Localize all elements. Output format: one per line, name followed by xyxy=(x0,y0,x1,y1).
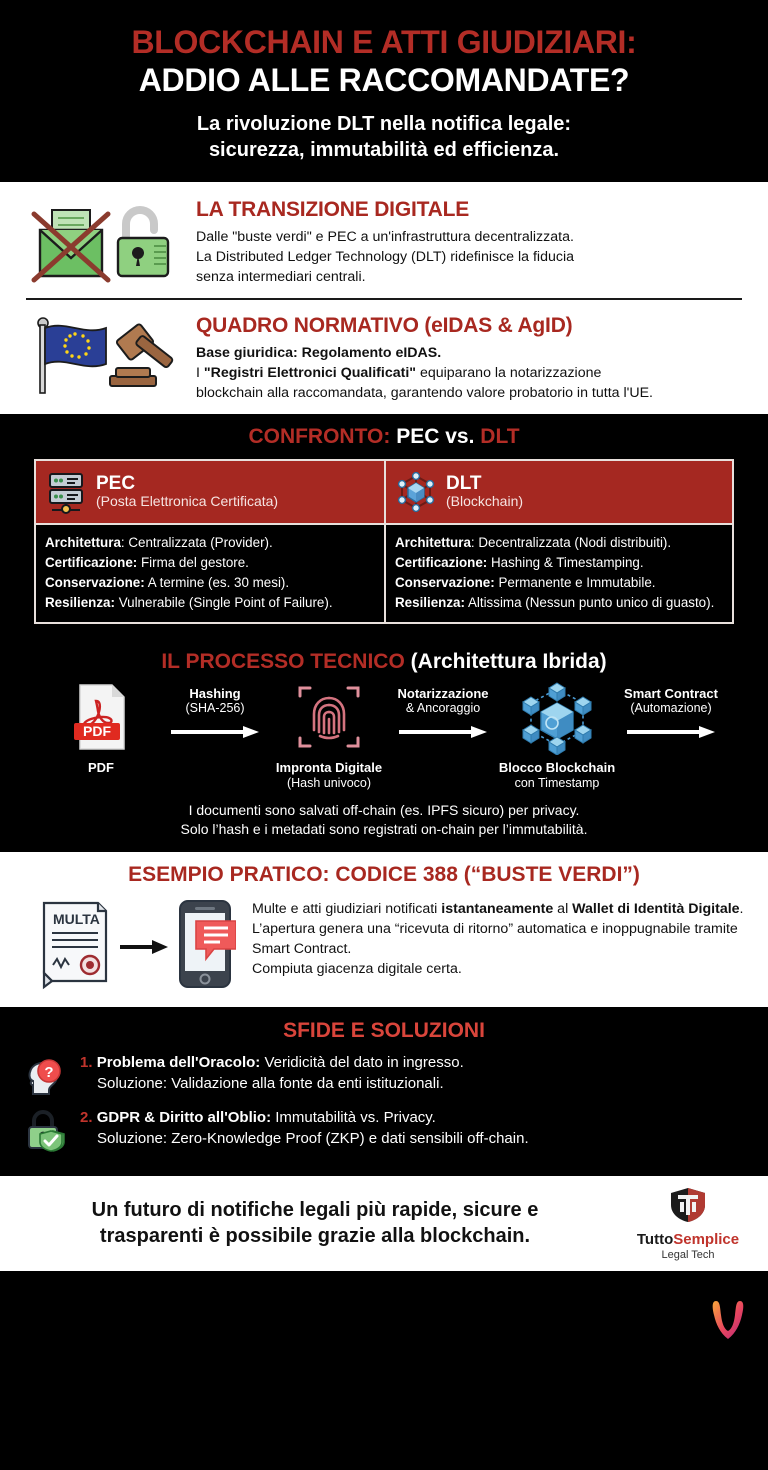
challenges-section xyxy=(0,1007,768,1176)
comparison-dlt-name: DLT xyxy=(446,472,482,494)
arrow-right-icon xyxy=(397,725,489,739)
arrow-label: Smart Contract xyxy=(624,685,718,701)
row-value: Vulnerabile (Single Point of Failure). xyxy=(114,594,333,610)
row-label: Architettura xyxy=(395,534,471,550)
fingerprint-icon xyxy=(270,680,388,754)
challenge-number: 1. xyxy=(80,1053,93,1071)
table-row xyxy=(45,553,375,573)
quadro-icons xyxy=(22,312,182,398)
example-p1-mid: al xyxy=(553,900,573,917)
table-row xyxy=(45,593,375,613)
transizione-block xyxy=(22,196,746,287)
transizione-heading: LA TRANSIZIONE DIGITALE xyxy=(196,197,470,221)
row-value: A termine (es. 30 mesi). xyxy=(144,574,290,590)
arrow-right-icon xyxy=(169,725,261,739)
process-title xyxy=(0,650,768,674)
row-label: Architettura xyxy=(45,534,121,550)
comparison-header-pec xyxy=(36,461,384,525)
brand-name-part2: Semplice xyxy=(673,1230,740,1248)
arrow-right-icon xyxy=(120,940,168,954)
process-arrow-notarizzazione xyxy=(388,680,498,744)
arrow-label: Notarizzazione xyxy=(397,685,489,701)
row-value: : Centralizzata (Provider). xyxy=(120,534,273,550)
brand-logo xyxy=(624,1186,752,1261)
multa-document-icon xyxy=(44,903,106,987)
example-title: ESEMPIO PRATICO: CODICE 388 (“BUSTE VERDI”) xyxy=(128,862,640,886)
header xyxy=(0,0,768,182)
pdf-file-icon xyxy=(42,680,160,754)
quadro-heading: QUADRO NORMATIVO (eIDAS & AgID) xyxy=(196,314,573,338)
crossed-envelope-icon xyxy=(34,210,108,280)
transizione-line1: Dalle "buste verdi" e PEC a un'infrastruttura decentralizzata. xyxy=(196,228,574,245)
transizione-icons xyxy=(22,196,182,286)
comparison-title xyxy=(0,425,768,449)
lock-shield-icon xyxy=(20,1107,70,1153)
page-subtitle-line1: La rivoluzione DLT nella notifica legale: xyxy=(196,113,572,136)
example-p1-bold1: istantaneamente xyxy=(441,900,554,917)
comparison-title-pec: PEC xyxy=(396,424,440,448)
page-title-line1: BLOCKCHAIN E ATTI GIUDIZIARI: xyxy=(131,24,637,60)
shield-logo-icon xyxy=(668,1186,708,1224)
example-p1-post: . xyxy=(739,900,744,917)
comparison-column-dlt xyxy=(384,461,732,622)
svg-text:MULTA: MULTA xyxy=(53,910,100,927)
arrow-sub: (Automazione) xyxy=(630,701,712,716)
table-row xyxy=(395,573,723,593)
process-node-label: Blocco Blockchain xyxy=(498,759,616,775)
challenge-title: Problema dell'Oracolo: xyxy=(96,1053,261,1071)
example-p1-pre: Multe e atti giudiziari notificati xyxy=(252,900,442,917)
bottom-bar xyxy=(0,1271,768,1379)
process-node-sub: con Timestamp xyxy=(514,775,600,790)
process-section xyxy=(0,638,768,852)
challenge-desc: Veridicità del dato in ingresso. xyxy=(260,1053,464,1071)
comparison-section xyxy=(0,414,768,638)
footer-line1: Un futuro di notifiche legali più rapide, sicure e xyxy=(91,1199,539,1222)
process-note-line2: Solo l’hash e i metadati sono registrati on-chain per l’immutabilità. xyxy=(180,821,588,838)
row-label: Conservazione: xyxy=(45,574,145,590)
transizione-line3: senza intermediari centrali. xyxy=(196,268,366,285)
comparison-body-dlt xyxy=(386,525,732,622)
process-node-label: PDF xyxy=(88,759,114,775)
comparison-header-dlt xyxy=(386,461,732,525)
challenge-number: 2. xyxy=(80,1108,93,1126)
page-title-line2: ADDIO ALLE RACCOMANDATE? xyxy=(138,61,630,98)
multa-arrow-phone-icons xyxy=(24,895,236,995)
table-row xyxy=(45,573,375,593)
list-item xyxy=(20,1107,748,1153)
arrow-label: Hashing xyxy=(189,685,241,701)
server-rack-icon xyxy=(46,470,86,514)
row-label: Certificazione: xyxy=(45,554,138,570)
process-node-pdf xyxy=(42,680,160,776)
process-node-sub: (Hash univoco) xyxy=(286,775,372,790)
page-subtitle-line2: sicurezza, immutabilità ed efficienza. xyxy=(208,139,560,162)
row-value: Hashing & Timestamping. xyxy=(487,554,644,570)
head-question-icon xyxy=(20,1052,70,1098)
blockchain-cube-icon xyxy=(498,680,616,754)
comparison-body-pec xyxy=(36,525,384,622)
intro-section xyxy=(0,182,768,414)
row-label: Certificazione: xyxy=(395,554,488,570)
brand-name-part1: Tutto xyxy=(636,1230,674,1248)
blockchain-network-icon xyxy=(396,470,436,514)
comparison-pec-name: PEC xyxy=(96,472,136,494)
example-paragraph-2: L’apertura genera una “ricevuta di ritorno” automatica e inoppugnabile tramite Smart Contract. xyxy=(252,920,738,958)
example-paragraph-3: Compiuta giacenza digitale certa. xyxy=(252,961,462,978)
crossed-envelope-and-padlock-icons xyxy=(26,200,178,286)
process-note-line1: I documenti sono salvati off-chain (es. IPFS sicuro) per privacy. xyxy=(188,801,580,818)
eu-flag-and-gavel-icons xyxy=(26,316,178,398)
list-item xyxy=(20,1052,748,1098)
quadro-line3: blockchain alla raccomandata, garantendo valore probatorio in tutta l'UE. xyxy=(196,385,653,402)
comparison-table xyxy=(34,459,734,624)
quadro-line2-bold: "Registri Elettronici Qualificati" xyxy=(203,365,417,382)
arrow-sub: (SHA-256) xyxy=(185,701,245,716)
process-note xyxy=(0,801,768,840)
process-arrow-smartcontract xyxy=(616,680,726,744)
quadro-line2-post: equiparano la notarizzazione xyxy=(416,365,602,382)
row-value: : Decentralizzata (Nodi distribuiti). xyxy=(470,534,672,550)
eu-flag-icon xyxy=(38,318,106,393)
row-value: Altissima (Nessun punto unico di guasto). xyxy=(464,594,715,610)
u-brand-mark-icon xyxy=(710,1297,746,1350)
process-node-block xyxy=(498,680,616,791)
comparison-column-pec xyxy=(36,461,384,622)
row-label: Conservazione: xyxy=(395,574,495,590)
smartphone-notification-icon xyxy=(180,901,236,987)
process-title-white: (Architettura Ibrida) xyxy=(410,649,607,673)
comparison-title-dlt: DLT xyxy=(480,424,520,448)
footer-section xyxy=(0,1176,768,1271)
arrow-right-icon xyxy=(625,725,717,739)
challenge-title: GDPR & Diritto all'Oblio: xyxy=(96,1108,272,1126)
transizione-line2: La Distributed Ledger Technology (DLT) ridefinisce la fiducia xyxy=(196,248,575,265)
example-section xyxy=(0,852,768,1007)
gavel-icon xyxy=(110,323,173,386)
challenge-solution: Soluzione: Validazione alla fonte da enti istituzionali. xyxy=(97,1074,444,1092)
table-row xyxy=(45,533,375,553)
row-label: Resilienza: xyxy=(395,594,465,610)
row-label: Resilienza: xyxy=(45,594,115,610)
quadro-block xyxy=(22,312,746,403)
example-p1-bold2: Wallet di Identità Digitale xyxy=(572,900,740,917)
process-flow xyxy=(0,680,768,791)
footer-line2: trasparenti è possibile grazie alla blockchain. xyxy=(99,1225,531,1248)
challenge-desc: Immutabilità vs. Privacy. xyxy=(271,1108,436,1126)
comparison-title-red: CONFRONTO: xyxy=(248,424,391,448)
quadro-line2-pre: I xyxy=(196,365,204,382)
example-paragraph-1 xyxy=(252,899,748,919)
svg-text:PDF: PDF xyxy=(83,722,111,739)
example-icons xyxy=(20,895,240,995)
table-row xyxy=(395,593,723,613)
row-value: Permanente e Immutabile. xyxy=(494,574,656,590)
arrow-sub: & Ancoraggio xyxy=(405,701,481,716)
process-arrow-hashing xyxy=(160,680,270,744)
brand-name xyxy=(624,1231,752,1248)
process-node-fingerprint xyxy=(270,680,388,791)
row-value: Firma del gestore. xyxy=(137,554,249,570)
footer-tagline xyxy=(16,1197,614,1249)
process-node-label: Impronta Digitale xyxy=(275,759,383,775)
table-row xyxy=(395,533,723,553)
challenge-solution: Soluzione: Zero-Knowledge Proof (ZKP) e dati sensibili off-chain. xyxy=(97,1129,529,1147)
table-row xyxy=(395,553,723,573)
svg-text:?: ? xyxy=(44,1063,54,1081)
comparison-pec-fullname: (Posta Elettronica Certificata) xyxy=(96,493,279,510)
quadro-line1: Base giuridica: Regolamento eIDAS. xyxy=(196,345,442,362)
brand-tagline: Legal Tech xyxy=(661,1248,715,1261)
comparison-title-vs: vs. xyxy=(445,424,475,448)
open-padlock-icon xyxy=(118,210,168,276)
challenges-title: SFIDE E SOLUZIONI xyxy=(283,1018,485,1042)
process-title-red: IL PROCESSO TECNICO xyxy=(161,649,405,673)
comparison-dlt-fullname: (Blockchain) xyxy=(446,493,524,510)
section-divider xyxy=(26,298,742,300)
